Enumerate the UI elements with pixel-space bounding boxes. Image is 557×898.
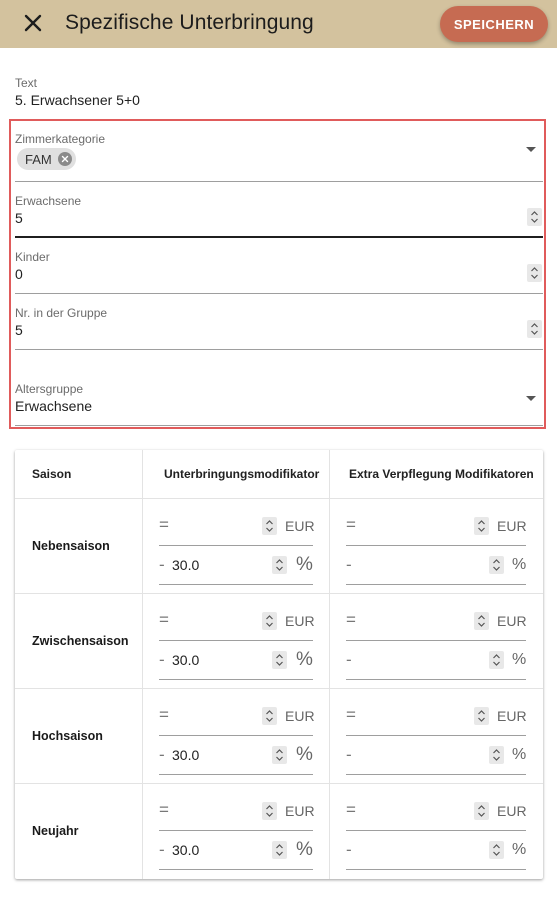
- kinder-underline: [15, 293, 543, 294]
- modifier-value-input[interactable]: 30.0: [172, 557, 200, 573]
- input-underline: [346, 774, 526, 775]
- spinner-icon[interactable]: [489, 746, 504, 764]
- spinner-icon[interactable]: [272, 651, 287, 669]
- input-underline: [159, 774, 313, 775]
- zimmerkategorie-underline: [15, 181, 543, 182]
- season-modifier-table: [15, 450, 543, 879]
- header-saison: Saison: [32, 467, 72, 481]
- operator-select[interactable]: -: [346, 745, 352, 764]
- season-name: Nebensaison: [32, 539, 110, 553]
- spinner-icon[interactable]: [474, 707, 489, 725]
- operator-select[interactable]: =: [346, 610, 356, 629]
- unit-label: %: [296, 839, 313, 860]
- nr-gruppe-underline: [15, 349, 543, 350]
- altersgruppe-underline: [15, 425, 543, 426]
- zimmerkategorie-dropdown-icon[interactable]: [526, 147, 536, 152]
- chip-remove-icon[interactable]: [58, 152, 72, 166]
- season-name: Hochsaison: [32, 729, 103, 743]
- erwachsene-spinner-icon[interactable]: [527, 208, 542, 226]
- unit-label: %: [296, 649, 313, 670]
- spinner-icon[interactable]: [272, 556, 287, 574]
- altersgruppe-label: Altersgruppe: [15, 382, 84, 396]
- spinner-icon[interactable]: [489, 556, 504, 574]
- zimmerkategorie-label: Zimmerkategorie: [15, 132, 106, 146]
- operator-select[interactable]: =: [346, 705, 356, 724]
- input-underline: [159, 830, 313, 831]
- altersgruppe-dropdown-icon[interactable]: [526, 396, 536, 401]
- input-underline: [346, 869, 526, 870]
- chip-label: FAM: [25, 151, 52, 167]
- season-name: Neujahr: [32, 824, 79, 838]
- unit-label: EUR: [285, 708, 315, 724]
- row-divider: [15, 498, 543, 499]
- unit-label: EUR: [497, 613, 527, 629]
- input-underline: [346, 545, 526, 546]
- spinner-icon[interactable]: [489, 841, 504, 859]
- operator-select[interactable]: =: [346, 800, 356, 819]
- erwachsene-underline: [15, 236, 543, 238]
- input-underline: [346, 830, 526, 831]
- unit-label: %: [296, 554, 313, 575]
- input-underline: [346, 640, 526, 641]
- operator-select[interactable]: -: [159, 840, 165, 859]
- altersgruppe-select[interactable]: Erwachsene: [15, 398, 93, 414]
- spinner-icon[interactable]: [272, 746, 287, 764]
- operator-select[interactable]: -: [346, 650, 352, 669]
- input-underline: [159, 869, 313, 870]
- unit-label: EUR: [497, 518, 527, 534]
- season-name: Zwischensaison: [32, 634, 129, 648]
- header-verpflegung: Extra Verpflegung Modifikatoren: [349, 467, 534, 481]
- erwachsene-label: Erwachsene: [15, 194, 82, 208]
- input-underline: [159, 545, 313, 546]
- operator-select[interactable]: -: [159, 555, 165, 574]
- spinner-icon[interactable]: [262, 802, 277, 820]
- input-underline: [346, 679, 526, 680]
- input-underline: [346, 735, 526, 736]
- nr-gruppe-input[interactable]: 5: [15, 322, 23, 338]
- row-divider: [15, 593, 543, 594]
- spinner-icon[interactable]: [474, 612, 489, 630]
- page-title: Spezifische Unterbringung: [65, 11, 314, 34]
- modifier-value-input[interactable]: 30.0: [172, 747, 200, 763]
- unit-label: %: [296, 744, 313, 765]
- input-underline: [346, 584, 526, 585]
- unit-label: %: [512, 841, 527, 858]
- spinner-icon[interactable]: [272, 841, 287, 859]
- unit-label: EUR: [497, 803, 527, 819]
- unit-label: %: [512, 746, 527, 763]
- spinner-icon[interactable]: [474, 802, 489, 820]
- erwachsene-input[interactable]: 5: [15, 210, 23, 226]
- highlighted-section: [9, 119, 546, 429]
- unit-label: %: [512, 651, 527, 668]
- close-button[interactable]: [20, 10, 46, 36]
- text-field-label: Text: [15, 76, 38, 90]
- top-app-bar: [0, 0, 557, 48]
- spinner-icon[interactable]: [262, 517, 277, 535]
- operator-select[interactable]: =: [159, 610, 169, 629]
- input-underline: [159, 735, 313, 736]
- unit-label: EUR: [285, 803, 315, 819]
- operator-select[interactable]: -: [346, 555, 352, 574]
- kinder-label: Kinder: [15, 250, 50, 264]
- spinner-icon[interactable]: [262, 707, 277, 725]
- unit-label: EUR: [285, 613, 315, 629]
- save-button[interactable]: SPEICHERN: [440, 6, 548, 42]
- zimmerkategorie-chip[interactable]: [17, 148, 76, 170]
- row-divider: [15, 783, 543, 784]
- operator-select[interactable]: =: [346, 515, 356, 534]
- operator-select[interactable]: -: [159, 650, 165, 669]
- row-divider: [15, 688, 543, 689]
- operator-select[interactable]: -: [346, 840, 352, 859]
- input-underline: [159, 584, 313, 585]
- operator-select[interactable]: =: [159, 515, 169, 534]
- unit-label: EUR: [285, 518, 315, 534]
- close-icon: [20, 10, 46, 36]
- column-divider: [329, 450, 330, 879]
- operator-select[interactable]: -: [159, 745, 165, 764]
- spinner-icon[interactable]: [474, 517, 489, 535]
- unit-label: EUR: [497, 708, 527, 724]
- unit-label: %: [512, 556, 527, 573]
- kinder-input[interactable]: 0: [15, 266, 23, 282]
- operator-select[interactable]: =: [159, 705, 169, 724]
- input-underline: [159, 640, 313, 641]
- spinner-icon[interactable]: [489, 651, 504, 669]
- nr-gruppe-label: Nr. in der Gruppe: [15, 306, 108, 320]
- header-unterbringung: Unterbringungsmodifikator: [164, 467, 320, 481]
- modifier-value-input[interactable]: 30.0: [172, 842, 200, 858]
- nr-gruppe-spinner-icon[interactable]: [527, 320, 542, 338]
- spinner-icon[interactable]: [262, 612, 277, 630]
- kinder-spinner-icon[interactable]: [527, 264, 542, 282]
- input-underline: [159, 679, 313, 680]
- operator-select[interactable]: =: [159, 800, 169, 819]
- modifier-value-input[interactable]: 30.0: [172, 652, 200, 668]
- column-divider: [142, 450, 143, 879]
- text-field-value[interactable]: 5. Erwachsener 5+0: [15, 92, 140, 108]
